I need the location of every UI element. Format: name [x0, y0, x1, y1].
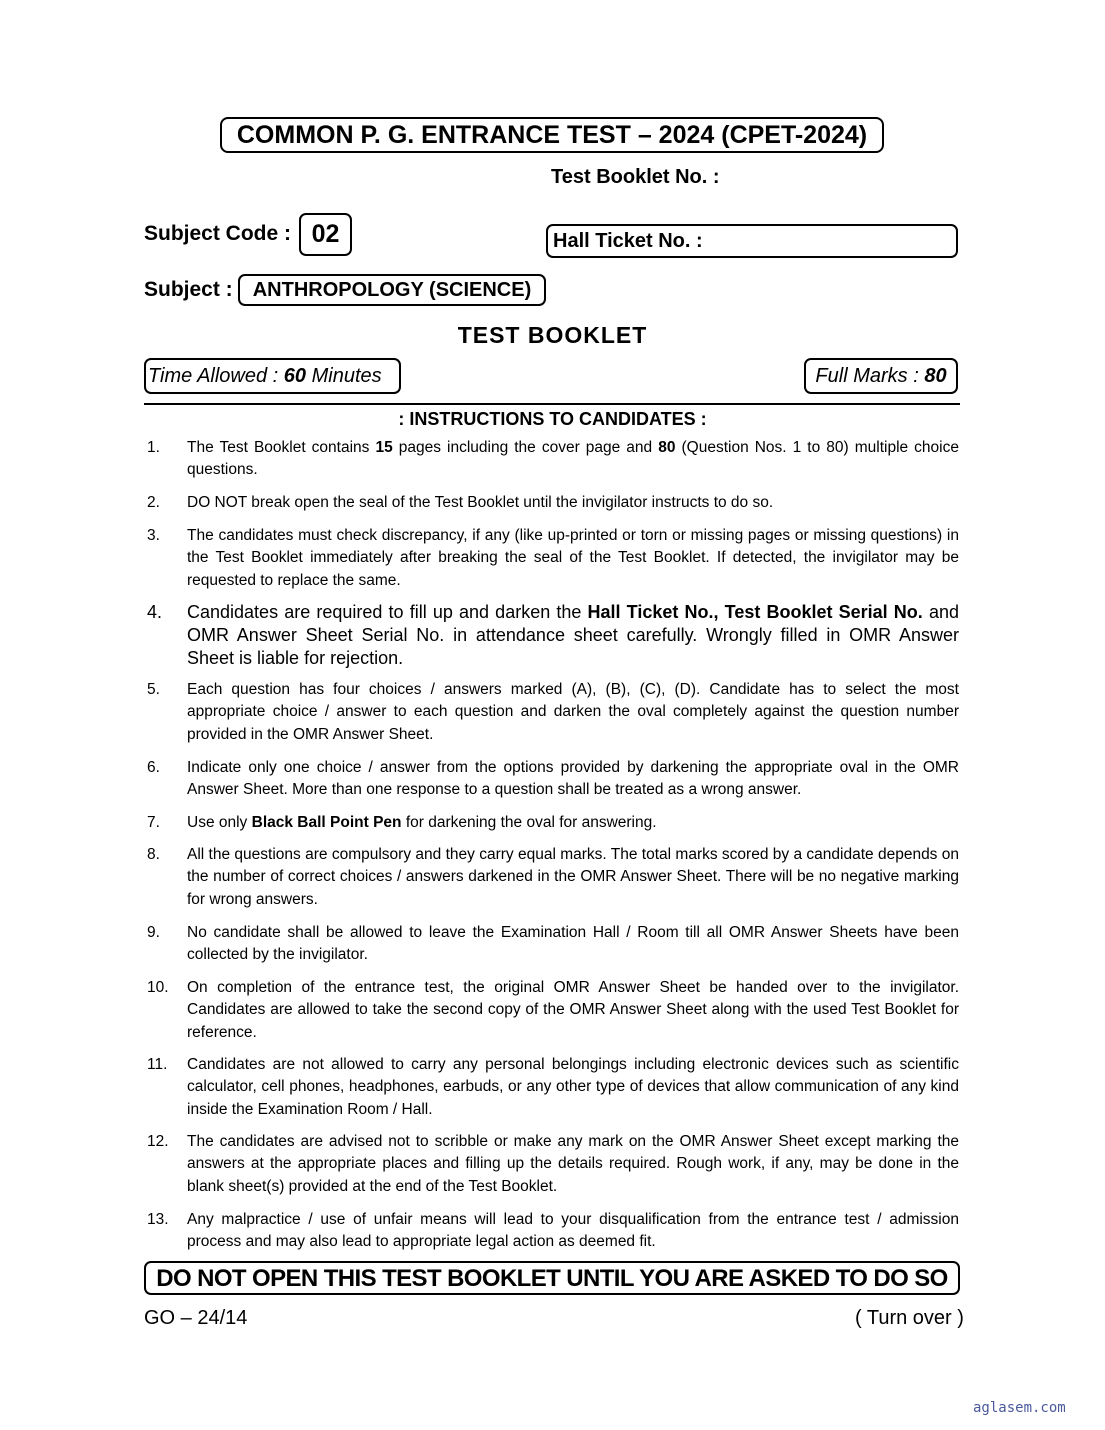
instruction-text-part: Candidates are required to fill up and darken the — [187, 602, 588, 622]
hall-ticket-label: Hall Ticket No. : — [553, 230, 703, 252]
instruction-number: 13. — [147, 1211, 169, 1228]
instruction-text-part: The candidates are advised not to scribble or make any mark on the OMR Answer Sheet except marking the answers at the appropriate places and filling up the details required. Rough work, if any, may be done in the blank sheet(s) provided at the end of the Test Booklet. — [187, 1133, 959, 1195]
instruction-number: 2. — [147, 494, 160, 511]
instruction-text — [187, 757, 959, 802]
instruction-text-part: Candidates are not allowed to carry any personal belongings including electronic devices such as scientific calculator, cell phones, headphones, earbuds, or any other type of devices that allow communication of any kind inside the Examination Room / Hall. — [187, 1056, 959, 1118]
instruction-text — [187, 1131, 959, 1198]
time-allowed-label: Time Allowed : — [148, 365, 284, 387]
booklet-heading: TEST BOOKLET — [457, 322, 648, 348]
full-marks-value: 80 — [924, 365, 947, 387]
instruction-text — [187, 525, 959, 592]
instruction-text-part: Each question has four choices / answers marked (A), (B), (C), (D). Candidate has to select the most appropriate choice / answer to each question and darken the oval completely against the question number provided in the OMR Answer Sheet. — [187, 681, 959, 743]
instruction-text-part: On completion of the entrance test, the original OMR Answer Sheet be handed over to the invigilator. Candidates are allowed to take the second copy of the OMR Answer Sheet along with the used Test Booklet for reference. — [187, 979, 959, 1041]
subject-code-label: Subject Code : — [144, 222, 292, 245]
instruction-text — [187, 1054, 959, 1121]
instruction-text — [187, 679, 959, 746]
instruction-text-part: for darkening the oval for answering. — [401, 814, 657, 831]
instruction-text-part: The Test Booklet contains — [187, 439, 376, 456]
full-marks-label: Full Marks : — [815, 365, 925, 387]
instruction-number: 11. — [147, 1056, 168, 1073]
full-marks — [804, 358, 958, 394]
exam-title: COMMON P. G. ENTRANCE TEST – 2024 (CPET-2024) — [220, 117, 884, 153]
instruction-number: 6. — [147, 759, 160, 776]
subject-value: ANTHROPOLOGY (SCIENCE) — [238, 274, 546, 306]
instruction-text — [187, 492, 959, 514]
turn-over-label: ( Turn over ) — [855, 1307, 964, 1329]
instruction-text-part: DO NOT break open the seal of the Test Booklet until the invigilator instructs to do so. — [187, 494, 774, 511]
instruction-number: 12. — [147, 1133, 169, 1150]
instruction-text — [187, 922, 959, 967]
instruction-number: 8. — [147, 846, 160, 863]
instruction-text-part: Indicate only one choice / answer from the options provided by darkening the appropriate oval in the OMR Answer Sheet. More than one response to a question shall be treated as a wrong answer. — [187, 759, 959, 799]
instruction-bold-text: 15 — [375, 439, 393, 456]
instruction-text — [187, 977, 959, 1044]
instruction-text-part: The candidates must check discrepancy, if any (like up-printed or torn or missing pages or missing questions) in the Test Booklet immediately after breaking the seal of the Test Booklet. If detected, the invigilator may be requested to replace the same. — [187, 527, 959, 589]
instruction-number: 1. — [147, 439, 160, 456]
instruction-text-part: Use only — [187, 814, 252, 831]
instruction-text-part: pages including the cover page and — [392, 439, 659, 456]
watermark: aglasem.com — [973, 1400, 1066, 1416]
subject-label: Subject : — [144, 278, 233, 301]
instruction-bold-text: Black Ball Point Pen — [251, 814, 402, 831]
divider — [144, 403, 960, 405]
instruction-text — [187, 601, 959, 670]
instruction-text-part: and OMR Answer Sheet Serial No. in attendance sheet carefully. Wrongly filled in OMR Answer Sheet is liable for rejection. — [187, 602, 959, 668]
instruction-number: 4. — [147, 602, 163, 622]
instruction-number: 7. — [147, 814, 160, 831]
instruction-text-part: All the questions are compulsory and they carry equal marks. The total marks scored by a candidate depends on the number of correct choices / answers darkened in the OMR Answer Sheet. There will be no negative marking for wrong answers. — [187, 846, 959, 908]
instruction-text — [187, 1209, 959, 1254]
instruction-text-part: (Question Nos. 1 to 80) multiple choice questions. — [187, 439, 959, 479]
instruction-text — [187, 437, 959, 482]
time-allowed-unit: Minutes — [306, 365, 382, 387]
instructions-heading: : INSTRUCTIONS TO CANDIDATES : — [398, 409, 707, 429]
subject-code-value: 02 — [299, 213, 352, 256]
warning-banner: DO NOT OPEN THIS TEST BOOKLET UNTIL YOU ARE ASKED TO DO SO — [144, 1261, 960, 1295]
instruction-text-part: No candidate shall be allowed to leave the Examination Hall / Room till all OMR Answer Sheets have been collected by the invigilator. — [187, 924, 959, 964]
hall-ticket-field[interactable] — [546, 224, 958, 258]
instruction-number: 10. — [147, 979, 169, 996]
instruction-text — [187, 812, 959, 834]
instruction-number: 3. — [147, 527, 160, 544]
time-allowed-value: 60 — [283, 365, 307, 387]
time-allowed — [144, 358, 401, 394]
test-booklet-no-label: Test Booklet No. : — [551, 166, 720, 188]
instruction-bold-text: 80 — [658, 439, 676, 456]
instruction-number: 5. — [147, 681, 160, 698]
instruction-text — [187, 844, 959, 911]
instruction-number: 9. — [147, 924, 160, 941]
instruction-text-part: Any malpractice / use of unfair means will lead to your disqualification from the entrance test / admission process and may also lead to appropriate legal action as deemed fit. — [187, 1211, 959, 1251]
instruction-bold-text: Hall Ticket No., Test Booklet Serial No. — [587, 602, 923, 622]
paper-code: GO – 24/14 — [144, 1307, 248, 1329]
